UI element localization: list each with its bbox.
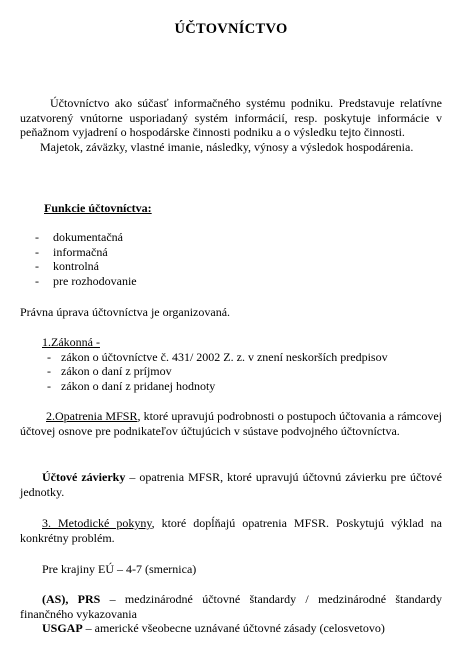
functions-heading bbox=[20, 201, 442, 216]
opatrenia-text: , ktoré upravujú podrobnosti o postupoch účtovania a rámcovej účtovej osnove pre podnikateľov účtujúcich v sústave podvojného účtovníctva. bbox=[20, 409, 442, 438]
list-item: - zákon o daní z príjmov bbox=[47, 364, 172, 379]
list-item: - kontrolná bbox=[35, 259, 99, 274]
as-heading: (AS), PRS bbox=[42, 592, 101, 606]
functions-heading-text: Funkcie účtovníctva: bbox=[44, 201, 152, 215]
zavierky-heading: Účtové závierky bbox=[42, 470, 126, 484]
intro-paragraph bbox=[20, 96, 442, 154]
as-paragraph bbox=[20, 592, 442, 621]
zavierky-paragraph bbox=[20, 470, 442, 499]
list-item: - informačná bbox=[35, 244, 108, 259]
page-title: ÚČTOVNÍCTVO bbox=[174, 21, 288, 37]
opatrenia-paragraph bbox=[20, 409, 442, 438]
as-text: – medzinárodné účtovné štandardy / medzinárodné štandardy finančného vykazovania bbox=[20, 592, 442, 621]
opatrenia-heading: 2.Opatrenia MFSR bbox=[46, 409, 138, 423]
functions-list bbox=[20, 230, 442, 288]
list-item: - zákon o daní z pridanej hodnoty bbox=[47, 378, 216, 393]
list-item: - zákon o účtovníctve č. 431/ 2002 Z. z. v znení neskorších predpisov bbox=[47, 349, 388, 364]
list-item: - pre rozhodovanie bbox=[35, 273, 137, 288]
pokyny-paragraph bbox=[20, 516, 442, 545]
list-item: - dokumentačná bbox=[35, 230, 123, 244]
eu-text: Pre krajiny EÚ – 4-7 (smernica) bbox=[42, 562, 197, 576]
intro-assets-text: Majetok, záväzky, vlastné imanie, následky, výnosy a výsledok hospodárenia. bbox=[40, 139, 414, 154]
pokyny-heading: 3. Metodické pokyny bbox=[42, 516, 152, 530]
zakonna-section bbox=[20, 335, 442, 393]
zavierky-text: – opatrenia MFSR, ktoré upravujú účtovnú závierku pre účtové jednotky. bbox=[20, 470, 442, 499]
usgap-paragraph bbox=[20, 621, 462, 636]
intro-text: Účtovníctvo ako súčasť informačného systému podniku. Predstavuje relatívne uzatvorený vnútorne usporiadaný systém informácií, resp. poskytuje informácie v peňažnom vyjadrení o hospodárske činnosti podniku a o výsledku tejto činnosti. bbox=[20, 96, 442, 140]
usgap-text: – americké všeobecne uznávané účtovné zásady (celosvetovo) bbox=[82, 621, 385, 635]
pokyny-text: , ktoré dopĺňajú opatrenia MFSR. Poskytujú výklad na konkrétny problém. bbox=[20, 516, 442, 545]
usgap-heading: USGAP bbox=[42, 621, 83, 635]
zakonna-heading: 1.Zákonná - bbox=[42, 335, 100, 349]
legal-text: Právna úprava účtovníctva je organizovaná. bbox=[20, 305, 231, 319]
